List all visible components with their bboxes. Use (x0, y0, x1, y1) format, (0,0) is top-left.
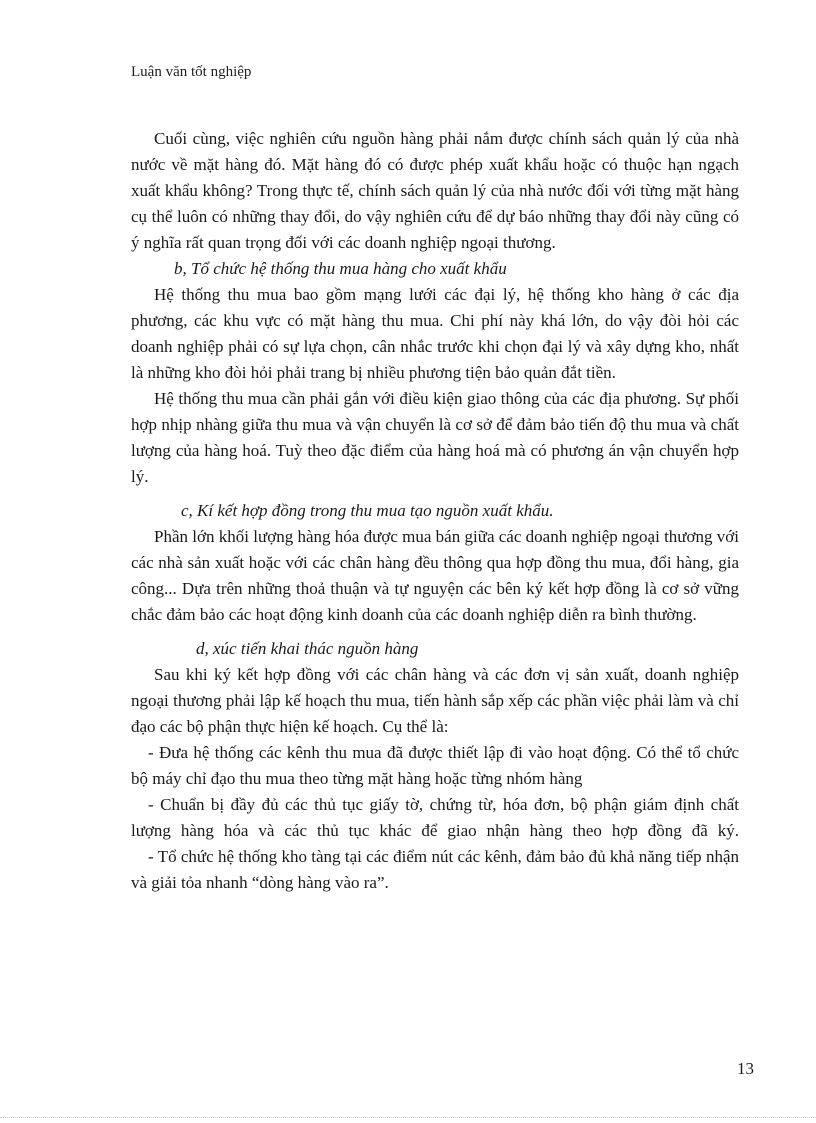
section-heading-b: b, Tổ chức hệ thống thu mua hàng cho xuất khẩu (174, 259, 507, 278)
page-number: 13 (737, 1059, 754, 1078)
paragraph-transport: Hệ thống thu mua cần phải gắn với điều kiện giao thông của các địa phương. Sự phối hợp nhịp nhàng giữa thu mua và vận chuyển là cơ sở để đảm bảo tiến độ thu mua và chất lượng của hàng hoá. Tuỳ theo đặc điểm của hàng hoá mà có phương án vận chuyển hợp lý. (131, 389, 739, 486)
paragraph-contracts: Phần lớn khối lượng hàng hóa được mua bán giữa các doanh nghiệp ngoại thương với các nhà sản xuất hoặc với các chân hàng đều thông qua hợp đồng thu mua, đổi hàng, gia công... Dựa trên những thoả thuận và tự nguyện các bên ký kết hợp đồng là cơ sở vững chắc đảm bảo các hoạt động kinh doanh của các doanh nghiệp diễn ra bình thường. (131, 527, 739, 624)
paragraph-purchasing-system: Hệ thống thu mua bao gồm mạng lưới các đại lý, hệ thống kho hàng ở các địa phương, các khu vực có mặt hàng thu mua. Chi phí này khá lớn, do vậy đòi hỏi các doanh nghiệp phải có sự lựa chọn, cân nhắc trước khi chọn đại lý và xây dựng kho, nhất là những kho đòi hỏi phải trang bị nhiều phương tiện bảo quản đắt tiền. (131, 285, 739, 382)
paragraph-research-policy: Cuối cùng, việc nghiên cứu nguồn hàng phải nắm được chính sách quản lý của nhà nước về mặt hàng đó. Mặt hàng đó có được phép xuất khẩu hoặc có thuộc hạn ngạch xuất khẩu không? Trong thực tế, chính sách quản lý của nhà nước đối với từng mặt hàng cụ thể luôn có những thay đổi, do vậy nghiên cứu để dự báo những thay đổi này cũng có ý nghĩa rất quan trọng đối với các doanh nghiệp ngoại thương. (131, 129, 739, 252)
list-item-documents: - Chuẩn bị đầy đủ các thủ tục giấy tờ, chứng từ, hóa đơn, bộ phận giám định chất lượng hàng hóa và các thủ tục khác để giao nhận hàng theo hợp đồng đã ký. (131, 795, 739, 840)
list-item-channels: - Đưa hệ thống các kênh thu mua đã được thiết lập đi vào hoạt động. Có thể tổ chức bộ máy chỉ đạo thu mua theo từng mặt hàng hoặc từng nhóm hàng (131, 743, 739, 788)
section-heading-d: d, xúc tiến khai thác nguồn hàng (196, 639, 419, 658)
section-heading-c: c, Kí kết hợp đồng trong thu mua tạo nguồn xuất khẩu. (181, 501, 554, 520)
body-text (131, 126, 739, 896)
paragraph-promotion: Sau khi ký kết hợp đồng với các chân hàng và các đơn vị sản xuất, doanh nghiệp ngoại thương phải lập kế hoạch thu mua, tiến hành sắp xếp các phần việc phải làm và chỉ đạo các bộ phận thực hiện kế hoạch. Cụ thể là: (131, 665, 739, 736)
footer-divider (0, 1117, 816, 1118)
list-item-warehouses: - Tổ chức hệ thống kho tàng tại các điểm nút các kênh, đảm bảo đủ khả năng tiếp nhận và giải tỏa nhanh “dòng hàng vào ra”. (131, 847, 739, 892)
running-header: Luận văn tốt nghiệp (131, 64, 252, 80)
